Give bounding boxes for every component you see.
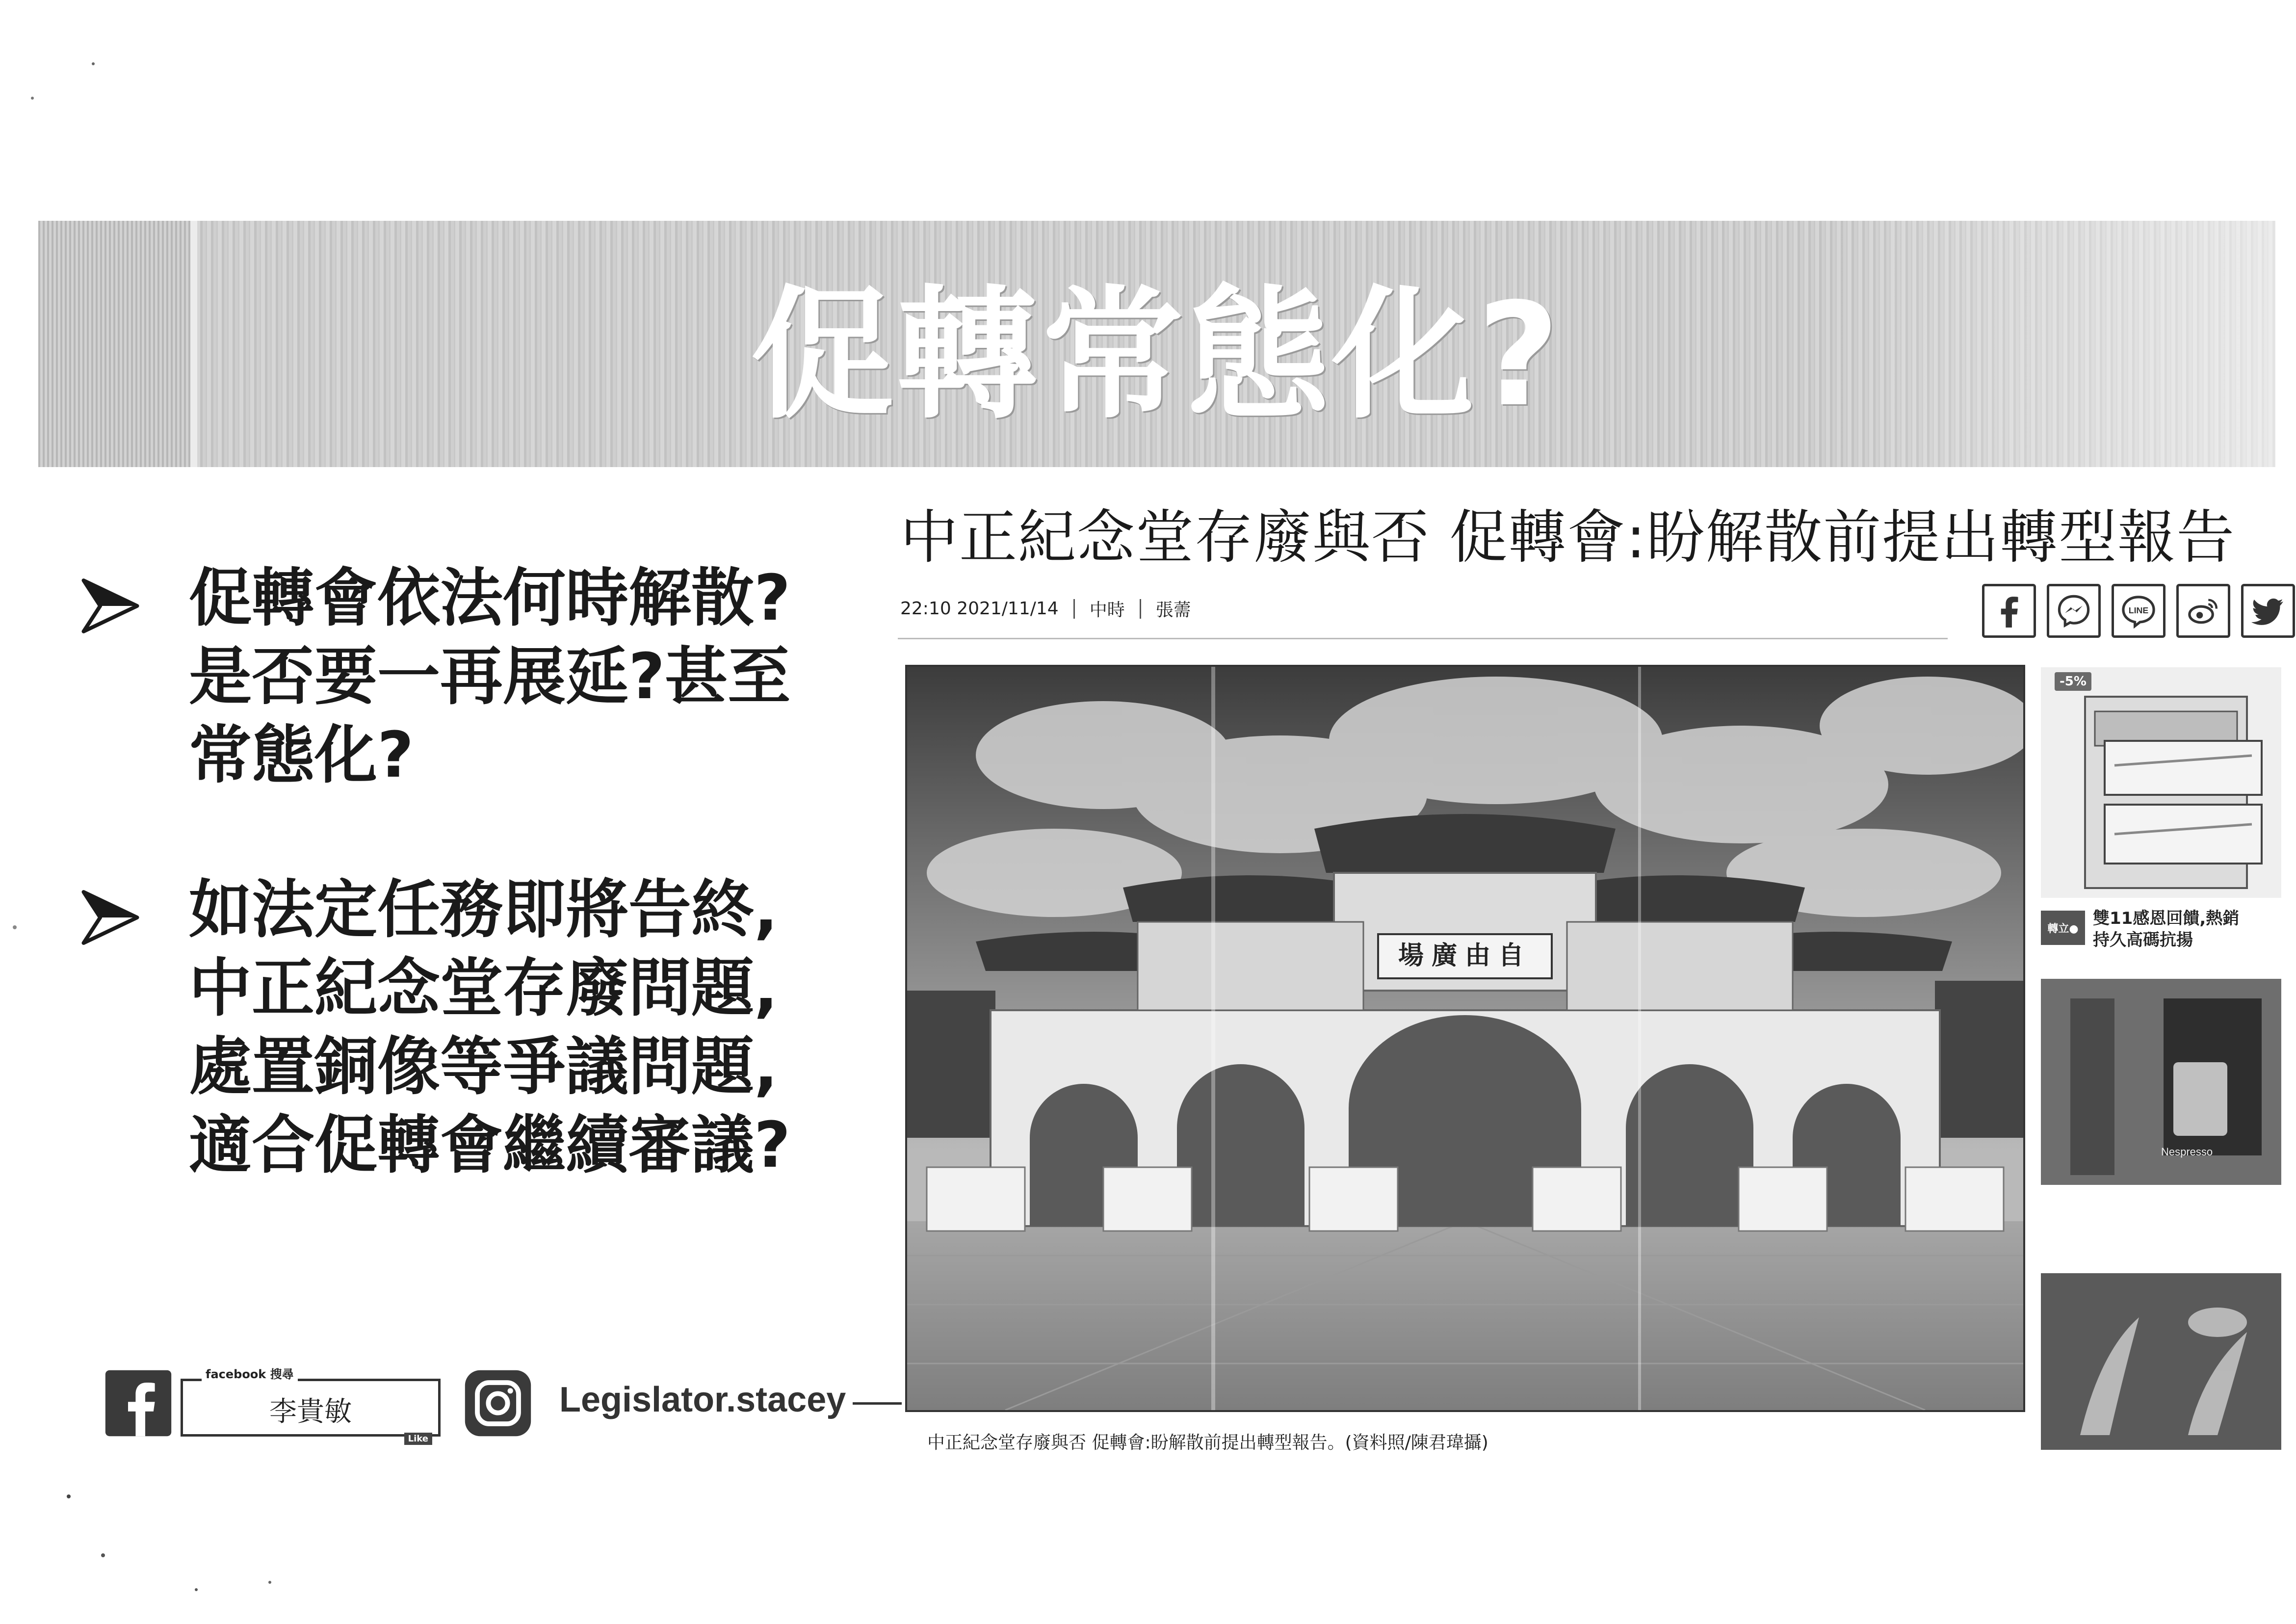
share-twitter-button[interactable] — [2241, 584, 2295, 638]
footer-divider-line — [853, 1402, 902, 1405]
messenger-icon — [2056, 593, 2092, 629]
discount-badge: -5% — [2055, 672, 2091, 691]
article-source[interactable]: 中時 — [1089, 600, 1125, 620]
share-bar — [1982, 584, 2295, 638]
gate-plaque-text: 場廣由自 — [1398, 941, 1532, 970]
instagram-handle[interactable]: Legislator.stacey — [559, 1380, 846, 1419]
bullet-text-1: 促轉會依法何時解散? 是否要一再展延?甚至 常態化? — [189, 562, 791, 792]
ad-dish-dryer-text[interactable] — [2041, 908, 2281, 962]
line-icon-label: LINE — [2128, 605, 2149, 616]
article-meta — [900, 596, 1980, 621]
liberty-square-gate-photo — [907, 667, 2023, 1410]
bullet-item-2 — [78, 871, 886, 1185]
share-line-button[interactable] — [2112, 584, 2166, 638]
ad-brand-name: Nespresso — [2161, 1146, 2213, 1158]
article-author[interactable]: 張薷 — [1155, 600, 1191, 620]
ad-brand-tag: 轉立● — [2041, 911, 2085, 945]
facebook-icon — [1991, 593, 2027, 629]
meta-separator — [1073, 599, 1075, 619]
instagram-icon[interactable] — [464, 1369, 532, 1438]
ad-coffee[interactable] — [2041, 979, 2281, 1450]
meta-rule — [898, 638, 1948, 639]
meta-separator — [1140, 599, 1141, 619]
twitter-icon — [2250, 593, 2286, 629]
arrowhead-bullet-icon — [78, 574, 142, 638]
facebook-search-caption: facebook 搜尋 — [202, 1364, 298, 1382]
title-banner — [38, 221, 2275, 467]
facebook-icon[interactable] — [104, 1369, 173, 1438]
news-photo[interactable] — [905, 665, 2025, 1412]
facebook-page-name: 李貴敏 — [269, 1396, 352, 1428]
article-time: 22:10 2021/11/14 — [900, 599, 1059, 619]
facebook-like-badge[interactable]: Like — [404, 1433, 432, 1445]
arrowhead-bullet-icon — [78, 886, 142, 949]
share-messenger-button[interactable] — [2047, 584, 2101, 638]
article-headline[interactable]: 中正紀念堂存廢與否 促轉會:盼解散前提出轉型報告 — [900, 503, 2236, 571]
photo-caption: 中正紀念堂存廢與否 促轉會:盼解散前提出轉型報告。(資料照/陳君瑋攝) — [927, 1433, 1488, 1453]
ad-dish-dryer[interactable] — [2041, 667, 2281, 898]
bullet-text-2: 如法定任務即將告終, 中正紀念堂存廢問題, 處置銅像等爭議問題, 適合促轉會繼續審議? — [189, 873, 791, 1182]
facebook-search-box[interactable] — [181, 1367, 441, 1444]
bullet-item-1 — [78, 559, 886, 795]
share-facebook-button[interactable] — [1982, 584, 2036, 638]
coffee-ad-image — [2041, 979, 2281, 1450]
ad-promo-text: 雙11感恩回饋,熱銷 持久高碼抗揚 — [2093, 909, 2240, 950]
weibo-icon — [2185, 593, 2221, 629]
dish-dryer-image — [2041, 667, 2281, 898]
share-weibo-button[interactable] — [2176, 584, 2230, 638]
line-icon — [2120, 593, 2157, 629]
slide-title: 促轉常態化? — [751, 273, 1563, 438]
